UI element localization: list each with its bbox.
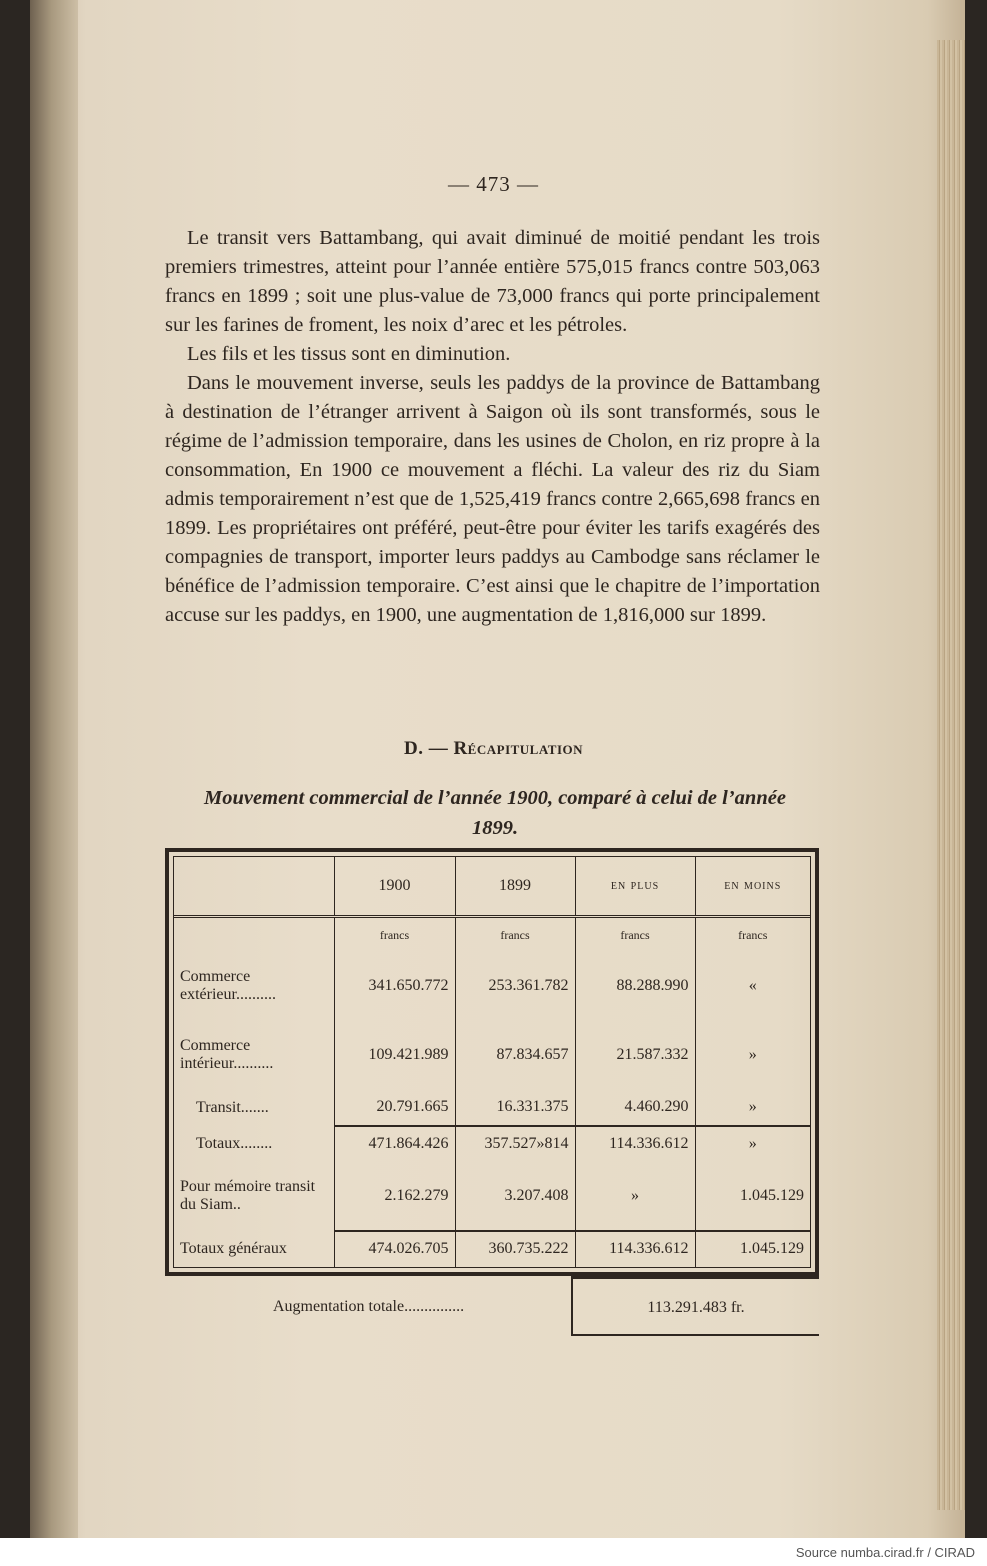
unit-label: francs bbox=[575, 917, 695, 953]
cell-value: 360.735.222 bbox=[455, 1231, 575, 1267]
column-header: en moins bbox=[695, 857, 810, 917]
column-header: en plus bbox=[575, 857, 695, 917]
section-letter: D. bbox=[403, 738, 424, 759]
unit-label: francs bbox=[455, 917, 575, 953]
cell-value: 16.331.375 bbox=[455, 1089, 575, 1125]
cell-value: 253.361.782 bbox=[455, 952, 575, 1021]
cell-value: » bbox=[695, 1021, 810, 1090]
cell-value: » bbox=[575, 1162, 695, 1231]
cell-value: 341.650.772 bbox=[334, 952, 455, 1021]
cell-value: 87.834.657 bbox=[455, 1021, 575, 1090]
section-dash: — bbox=[428, 738, 449, 759]
page-number: — 473 — bbox=[448, 172, 539, 196]
row-label: Commerce intérieur.......... bbox=[180, 1037, 274, 1073]
cell-value: 3.207.408 bbox=[455, 1162, 575, 1231]
column-header: 1900 bbox=[334, 857, 455, 917]
cell-value: » bbox=[695, 1126, 810, 1162]
body-text bbox=[165, 224, 820, 630]
table-caption: Mouvement commercial de l’année 1900, comparé à celui de l’année 1899. bbox=[204, 787, 786, 839]
cell-value: 114.336.612 bbox=[575, 1231, 695, 1267]
cell-value: « bbox=[695, 952, 810, 1021]
source-credit: Source numba.cirad.fr / CIRAD bbox=[795, 1545, 975, 1560]
table-row bbox=[174, 1021, 810, 1090]
table-row bbox=[174, 1162, 810, 1231]
cell-value: 4.460.290 bbox=[575, 1089, 695, 1125]
unit-label: francs bbox=[334, 917, 455, 953]
paragraph: Dans le mouvement inverse, seuls les paddys de la province de Battambang à destination de l’étranger arrivent à Saigon où ils sont transformés, sous le régime de l’admission temporaire, dans les usines de Cholon, en riz propre à la consommation, En 1900 ce mouvement a fléchi. La valeur des riz du Siam admis temporairement n’est que de 1,525,419 francs contre 2,665,698 francs en 1899. Les propriétaires ont préféré, peut-être pour éviter les tarifs exagérés des compagnies de transport, importer leurs paddys au Cambodge sans réclamer le bénéfice de l’admission temporaire. C’est ainsi que le chapitre de l’importation accuse sur les paddys, en 1900, une augmentation de 1,816,000 sur 1899. bbox=[165, 372, 820, 626]
recap-table-frame bbox=[165, 848, 819, 1276]
total-increase-label: Augmentation totale............... bbox=[273, 1298, 465, 1315]
row-label: Totaux généraux bbox=[180, 1239, 287, 1257]
table-row bbox=[174, 952, 810, 1021]
row-label: Commerce extérieur.......... bbox=[180, 968, 276, 1004]
cell-value: 1.045.129 bbox=[695, 1231, 810, 1267]
section-title: Récapitulation bbox=[453, 738, 584, 759]
row-label: Pour mémoire transit du Siam.. bbox=[180, 1178, 316, 1214]
cell-value: 109.421.989 bbox=[334, 1021, 455, 1090]
cell-value: » bbox=[695, 1089, 810, 1125]
book-spine bbox=[30, 0, 78, 1538]
paragraph: Le transit vers Battambang, qui avait diminué de moitié pendant les trois premiers trimestres, atteint pour l’année entière 575,015 francs contre 503,063 francs en 1899 ; soit une plus-value de 73,000 francs qui porte principalement sur les farines de froment, les noix d’arec et les pétroles. bbox=[165, 227, 820, 336]
total-increase-value: 113.291.483 fr. bbox=[647, 1299, 745, 1316]
cell-value: 1.045.129 bbox=[695, 1162, 810, 1231]
table-header-row bbox=[174, 857, 810, 917]
cell-value: 2.162.279 bbox=[334, 1162, 455, 1231]
row-label: Totaux........ bbox=[196, 1134, 273, 1152]
total-increase-box bbox=[571, 1276, 819, 1336]
section-heading bbox=[0, 738, 987, 760]
cell-value: 21.587.332 bbox=[575, 1021, 695, 1090]
column-header: 1899 bbox=[455, 857, 575, 917]
paragraph: Les fils et les tissus sont en diminution. bbox=[187, 343, 511, 365]
unit-label: francs bbox=[695, 917, 810, 953]
table-row bbox=[174, 1126, 810, 1162]
cell-value: 357.527»814 bbox=[455, 1126, 575, 1162]
cell-value: 88.288.990 bbox=[575, 952, 695, 1021]
cell-value: 471.864.426 bbox=[334, 1126, 455, 1162]
cell-value: 20.791.665 bbox=[334, 1089, 455, 1125]
cell-value: 474.026.705 bbox=[334, 1231, 455, 1267]
cell-value: 114.336.612 bbox=[575, 1126, 695, 1162]
table-row bbox=[174, 1089, 810, 1125]
row-label: Transit....... bbox=[196, 1098, 269, 1116]
unit-row bbox=[174, 917, 810, 953]
total-increase-row bbox=[165, 1290, 819, 1330]
table-row bbox=[174, 1231, 810, 1267]
recap-table bbox=[174, 857, 810, 1267]
page-edges bbox=[937, 40, 965, 1510]
